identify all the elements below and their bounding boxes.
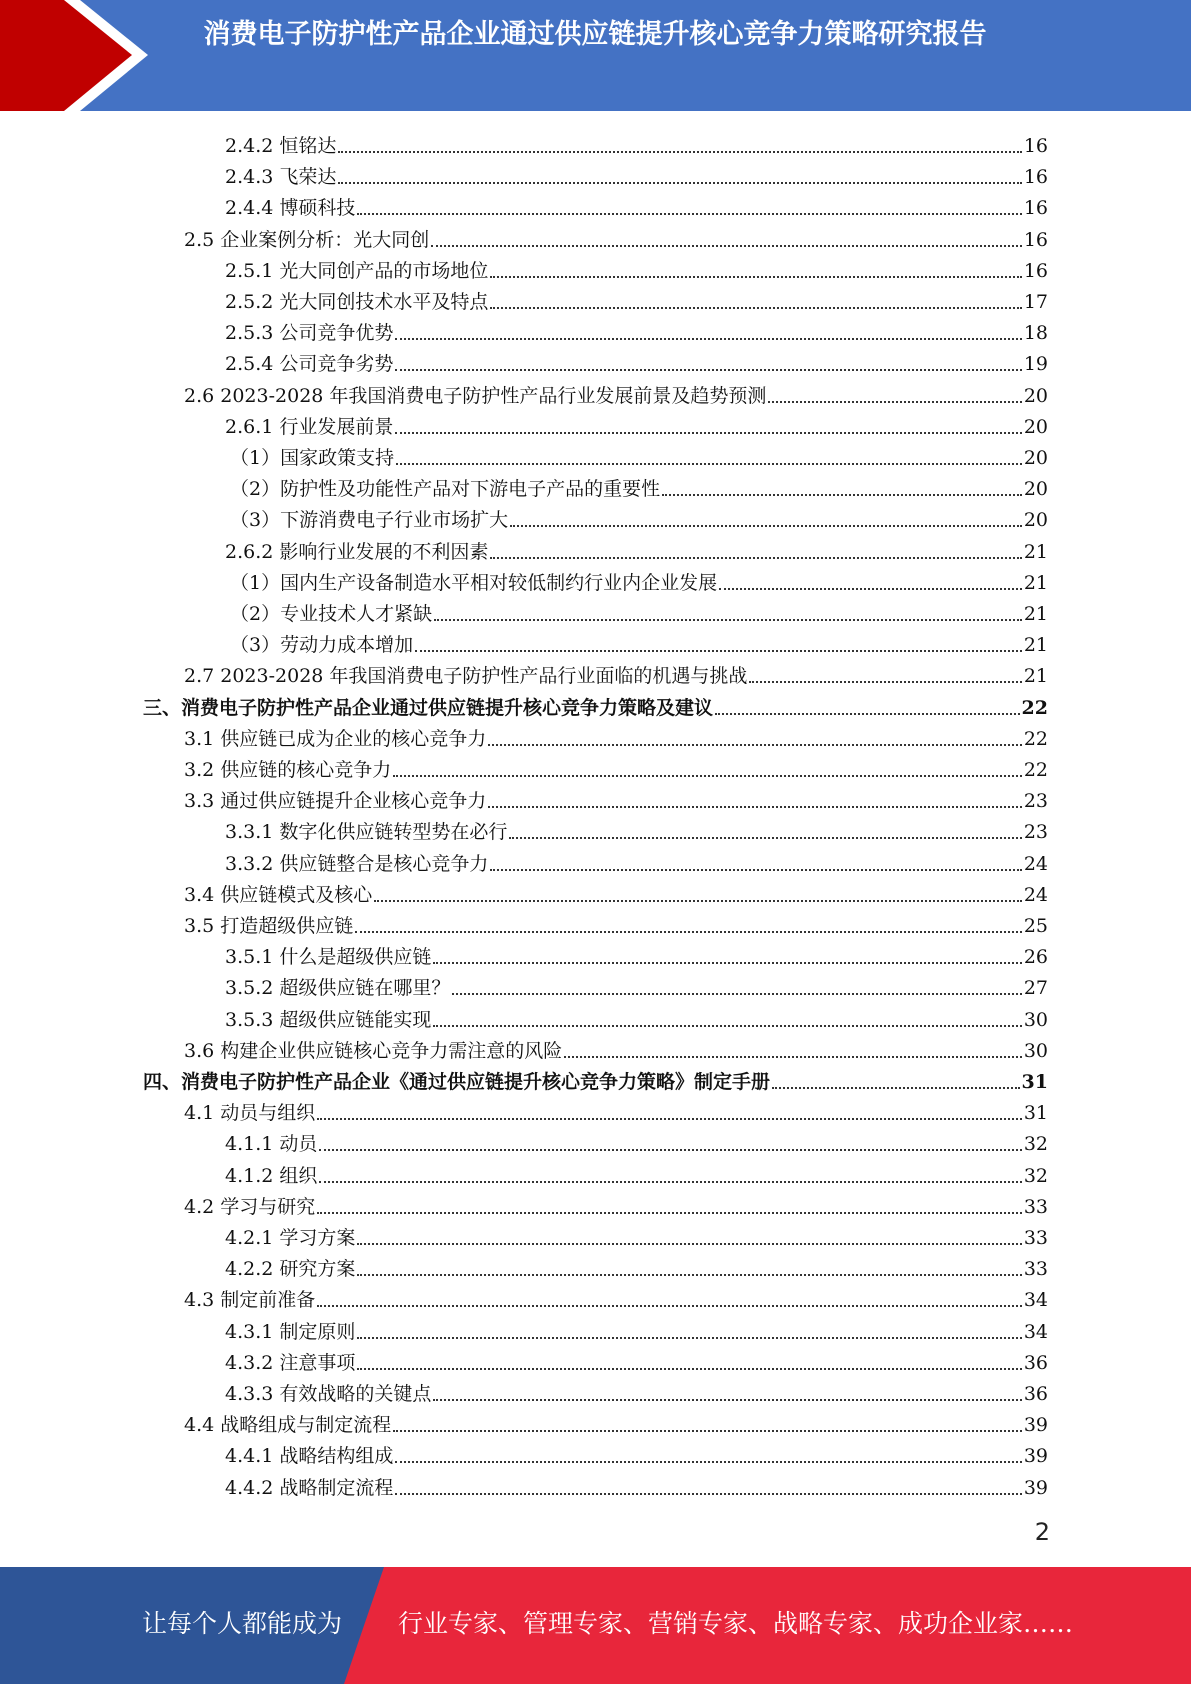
toc-entry-page: 34 bbox=[1023, 1320, 1048, 1343]
toc-entry-label: 2.6 2023-2028 年我国消费电子防护性产品行业发展前景及趋势预测 bbox=[184, 384, 767, 407]
toc-entry-label: 2.5.2 光大同创技术水平及特点 bbox=[225, 291, 489, 313]
toc-entry-page: 16 bbox=[1023, 197, 1048, 220]
toc-dot-leader bbox=[319, 1181, 1021, 1183]
toc-entry-page: 26 bbox=[1023, 946, 1048, 969]
toc-entry-label: 4.3.1 制定原则 bbox=[225, 1320, 356, 1343]
toc-dot-leader bbox=[319, 1149, 1021, 1151]
toc-entry-page: 33 bbox=[1023, 1195, 1048, 1218]
toc-entry-page: 21 bbox=[1023, 634, 1048, 657]
toc-entry[interactable] bbox=[225, 1344, 1048, 1375]
toc-dot-leader bbox=[338, 151, 1021, 153]
toc-entry-label: 4.4 战略组成与制定流程 bbox=[184, 1414, 392, 1437]
toc-dot-leader bbox=[715, 713, 1020, 715]
toc-entry-label: 4.2 学习与研究 bbox=[184, 1195, 316, 1218]
toc-dot-leader bbox=[490, 557, 1021, 559]
toc-dot-leader bbox=[415, 650, 1022, 652]
toc-entry[interactable] bbox=[225, 533, 1048, 564]
toc-entry-page: 18 bbox=[1023, 322, 1048, 345]
toc-entry-label: 4.3.2 注意事项 bbox=[225, 1351, 356, 1374]
toc-dot-leader bbox=[490, 276, 1021, 278]
toc-dot-leader bbox=[488, 744, 1022, 746]
toc-entry-label: 3.5.2 超级供应链在哪里？ bbox=[225, 977, 451, 1000]
toc-entry-label: 3.2 供应链的核心竞争力 bbox=[184, 759, 392, 781]
toc-entry[interactable] bbox=[184, 1188, 1048, 1219]
toc-entry-label: （3）劳动力成本增加 bbox=[230, 634, 414, 657]
toc-entry-label: （1）国家政策支持 bbox=[230, 447, 395, 469]
toc-dot-leader bbox=[317, 1118, 1022, 1120]
toc-entry-label: （2）防护性及功能性产品对下游电子产品的重要性 bbox=[230, 478, 661, 501]
toc-entry[interactable] bbox=[225, 252, 1048, 283]
toc-entry[interactable] bbox=[230, 439, 1048, 470]
toc-dot-leader bbox=[395, 369, 1021, 371]
toc-dot-leader bbox=[374, 900, 1022, 902]
toc-dot-leader bbox=[719, 588, 1022, 590]
toc-dot-leader bbox=[357, 1337, 1021, 1339]
toc-entry-label: 2.4.4 博硕科技 bbox=[225, 197, 356, 220]
toc-entry-label: 四、消费电子防护性产品企业《通过供应链提升核心竞争力策略》制定手册 bbox=[143, 1071, 771, 1093]
toc-entry[interactable] bbox=[225, 158, 1048, 189]
toc-dot-leader bbox=[395, 1493, 1021, 1495]
toc-entry-page: 16 bbox=[1023, 228, 1048, 251]
toc-entry[interactable] bbox=[225, 813, 1048, 844]
toc-dot-leader bbox=[772, 1087, 1020, 1089]
toc-dot-leader bbox=[357, 1274, 1021, 1276]
toc-dot-leader bbox=[431, 245, 1022, 247]
toc-entry-label: 2.6.1 行业发展前景 bbox=[225, 415, 394, 438]
toc-entry[interactable] bbox=[230, 501, 1048, 532]
toc-entry-page: 23 bbox=[1023, 790, 1048, 813]
toc-entry[interactable] bbox=[225, 1437, 1048, 1468]
toc-entry-page: 27 bbox=[1023, 977, 1048, 1000]
toc-entry[interactable] bbox=[225, 345, 1048, 376]
page-number: 2 bbox=[1034, 1518, 1050, 1546]
toc-entry[interactable] bbox=[184, 907, 1048, 938]
toc-entry-label: 2.7 2023-2028 年我国消费电子防护性产品行业面临的机遇与挑战 bbox=[184, 665, 748, 688]
toc-entry-label: 2.5.4 公司竞争劣势 bbox=[225, 353, 394, 376]
toc-entry-page: 32 bbox=[1023, 1164, 1048, 1187]
toc-entry-page: 39 bbox=[1023, 1414, 1048, 1437]
toc-entry-label: 4.2.2 研究方案 bbox=[225, 1258, 356, 1281]
toc-entry-page: 21 bbox=[1023, 540, 1048, 563]
toc-entry[interactable] bbox=[225, 1157, 1048, 1188]
header-arrow-decoration bbox=[0, 0, 160, 111]
toc-entry-page: 16 bbox=[1023, 166, 1048, 189]
toc-entry[interactable] bbox=[143, 1063, 1048, 1094]
toc-entry-page: 33 bbox=[1023, 1258, 1048, 1281]
toc-entry-page: 36 bbox=[1023, 1383, 1048, 1405]
toc-entry-page: 33 bbox=[1023, 1227, 1048, 1249]
report-title: 消费电子防护性产品企业通过供应链提升核心竞争力策略研究报告 bbox=[203, 19, 987, 50]
toc-entry[interactable] bbox=[225, 938, 1048, 969]
toc-dot-leader bbox=[488, 806, 1022, 808]
toc-dot-leader bbox=[452, 993, 1021, 995]
toc-entry-label: 4.3 制定前准备 bbox=[184, 1289, 316, 1312]
toc-dot-leader bbox=[490, 869, 1021, 871]
toc-entry-page: 20 bbox=[1023, 509, 1048, 532]
toc-entry-page: 21 bbox=[1023, 603, 1048, 625]
toc-entry-label: 2.6.2 影响行业发展的不利因素 bbox=[225, 540, 489, 563]
footer-slogan-right: 行业专家、管理专家、营销专家、战略专家、成功企业家…… bbox=[398, 1609, 1074, 1638]
toc-entry[interactable] bbox=[184, 876, 1048, 907]
toc-entry-page: 21 bbox=[1023, 665, 1048, 688]
toc-entry-page: 20 bbox=[1023, 384, 1048, 407]
toc-entry-page: 39 bbox=[1023, 1476, 1048, 1499]
toc-dot-leader bbox=[357, 1368, 1021, 1370]
page-footer bbox=[0, 1567, 1191, 1684]
toc-dot-leader bbox=[510, 525, 1022, 527]
toc-dot-leader bbox=[317, 1212, 1022, 1214]
toc-entry-label: 3.3.2 供应链整合是核心竞争力 bbox=[225, 852, 489, 875]
toc-entry[interactable] bbox=[225, 408, 1048, 439]
toc-entry-label: 4.4.2 战略制定流程 bbox=[225, 1476, 394, 1499]
toc-entry-label: 3.1 供应链已成为企业的核心竞争力 bbox=[184, 727, 487, 750]
toc-entry-page: 39 bbox=[1023, 1445, 1048, 1468]
toc-dot-leader bbox=[395, 1461, 1021, 1463]
toc-entry-label: 4.1 动员与组织 bbox=[184, 1102, 316, 1125]
toc-entry-page: 16 bbox=[1023, 135, 1048, 157]
toc-entry-page: 23 bbox=[1023, 821, 1048, 844]
toc-dot-leader bbox=[395, 432, 1021, 434]
toc-entry-page: 25 bbox=[1023, 915, 1048, 937]
toc-dot-leader bbox=[396, 463, 1022, 465]
toc-entry[interactable] bbox=[184, 377, 1048, 408]
toc-entry-page: 36 bbox=[1023, 1351, 1048, 1374]
toc-entry[interactable] bbox=[225, 1250, 1048, 1281]
toc-entry-label: 三、消费电子防护性产品企业通过供应链提升核心竞争力策略及建议 bbox=[143, 696, 714, 719]
toc-entry[interactable] bbox=[225, 189, 1048, 220]
toc-entry-page: 20 bbox=[1023, 415, 1048, 438]
toc-entry-page: 22 bbox=[1021, 696, 1048, 719]
toc-entry[interactable] bbox=[225, 845, 1048, 876]
toc-dot-leader bbox=[355, 931, 1022, 933]
page-header bbox=[0, 0, 1191, 111]
toc-dot-leader bbox=[338, 182, 1021, 184]
toc-dot-leader bbox=[357, 1243, 1021, 1245]
toc-entry[interactable] bbox=[184, 751, 1048, 782]
toc-dot-leader bbox=[490, 307, 1021, 309]
toc-entry-page: 24 bbox=[1023, 883, 1048, 906]
toc-dot-leader bbox=[509, 837, 1021, 839]
toc-entry-label: 3.5.1 什么是超级供应链 bbox=[225, 946, 432, 969]
toc-entry-label: 3.5.3 超级供应链能实现 bbox=[225, 1008, 432, 1031]
toc-entry-label: 3.4 供应链模式及核心 bbox=[184, 883, 373, 906]
toc-entry-page: 31 bbox=[1021, 1071, 1048, 1093]
toc-dot-leader bbox=[393, 775, 1022, 777]
toc-entry-label: 4.2.1 学习方案 bbox=[225, 1227, 356, 1249]
toc-entry[interactable] bbox=[184, 1281, 1048, 1312]
toc-dot-leader bbox=[662, 494, 1022, 496]
toc-entry-label: 2.5 企业案例分析：光大同创 bbox=[184, 228, 430, 251]
toc-entry-page: 24 bbox=[1023, 852, 1048, 875]
toc-entry[interactable] bbox=[184, 720, 1048, 751]
toc-entry-page: 19 bbox=[1023, 353, 1048, 376]
toc-entry-label: 3.6 构建企业供应链核心竞争力需注意的风险 bbox=[184, 1039, 563, 1062]
toc-entry[interactable] bbox=[184, 221, 1048, 252]
toc-entry-label: 4.1.1 动员 bbox=[225, 1133, 318, 1156]
toc-entry[interactable] bbox=[230, 470, 1048, 501]
toc-entry-label: 4.1.2 组织 bbox=[225, 1164, 318, 1187]
toc-entry[interactable] bbox=[184, 1032, 1048, 1063]
toc-entry-label: 3.5 打造超级供应链 bbox=[184, 915, 354, 937]
toc-entry-page: 22 bbox=[1023, 759, 1048, 781]
toc-entry-label: （2）专业技术人才紧缺 bbox=[230, 603, 433, 625]
toc-entry[interactable] bbox=[225, 1469, 1048, 1500]
toc-entry[interactable] bbox=[230, 564, 1048, 595]
toc-dot-leader bbox=[749, 681, 1021, 683]
footer-slogan-left: 让每个人都能成为 bbox=[142, 1609, 343, 1638]
toc-entry-page: 30 bbox=[1023, 1008, 1048, 1031]
toc-entry[interactable] bbox=[225, 1375, 1048, 1406]
toc-entry-label: （3）下游消费电子行业市场扩大 bbox=[230, 509, 509, 532]
toc-entry-page: 30 bbox=[1023, 1039, 1048, 1062]
toc-entry[interactable] bbox=[225, 283, 1048, 314]
toc-entry-label: 4.4.1 战略结构组成 bbox=[225, 1445, 394, 1468]
toc-dot-leader bbox=[433, 1025, 1021, 1027]
toc-entry-page: 31 bbox=[1023, 1102, 1048, 1125]
toc-entry-page: 22 bbox=[1023, 727, 1048, 750]
toc-entry-page: 21 bbox=[1023, 571, 1048, 594]
toc-dot-leader bbox=[393, 1430, 1022, 1432]
toc-entry-label: 2.5.3 公司竞争优势 bbox=[225, 322, 394, 345]
toc-dot-leader bbox=[317, 1305, 1022, 1307]
toc-entry[interactable] bbox=[143, 689, 1048, 720]
toc-entry-label: 3.3.1 数字化供应链转型势在必行 bbox=[225, 821, 508, 844]
toc-entry[interactable] bbox=[184, 657, 1048, 688]
toc-dot-leader bbox=[433, 962, 1021, 964]
toc-entry[interactable] bbox=[225, 127, 1048, 158]
toc-entry-label: 4.3.3 有效战略的关键点 bbox=[225, 1383, 432, 1405]
toc-entry-page: 34 bbox=[1023, 1289, 1048, 1312]
toc-dot-leader bbox=[434, 619, 1022, 621]
toc-entry[interactable] bbox=[184, 1094, 1048, 1125]
toc-entry[interactable] bbox=[225, 1313, 1048, 1344]
toc-entry-page: 32 bbox=[1023, 1133, 1048, 1156]
toc-entry-page: 16 bbox=[1023, 259, 1048, 282]
toc-dot-leader bbox=[433, 1399, 1021, 1401]
toc-entry-label: 2.5.1 光大同创产品的市场地位 bbox=[225, 259, 489, 282]
toc-entry-page: 20 bbox=[1023, 478, 1048, 501]
toc-entry[interactable] bbox=[225, 1219, 1048, 1250]
toc-entry[interactable] bbox=[225, 1001, 1048, 1032]
toc-entry-label: 2.4.3 飞荣达 bbox=[225, 166, 337, 189]
toc-entry[interactable] bbox=[225, 969, 1048, 1000]
toc-entry[interactable] bbox=[225, 314, 1048, 345]
toc-entry[interactable] bbox=[230, 595, 1048, 626]
toc-dot-leader bbox=[564, 1056, 1022, 1058]
toc-entry-page: 20 bbox=[1023, 447, 1048, 469]
toc-entry-label: 3.3 通过供应链提升企业核心竞争力 bbox=[184, 790, 487, 813]
toc-entry[interactable] bbox=[225, 1125, 1048, 1156]
toc-entry[interactable] bbox=[230, 626, 1048, 657]
toc-dot-leader bbox=[357, 213, 1021, 215]
toc-entry-label: （1）国内生产设备制造水平相对较低制约行业内企业发展 bbox=[230, 571, 718, 594]
toc-dot-leader bbox=[768, 401, 1021, 403]
toc-entry-label: 2.4.2 恒铭达 bbox=[225, 135, 337, 157]
toc-entry-page: 17 bbox=[1023, 291, 1048, 313]
toc-entry[interactable] bbox=[184, 1406, 1048, 1437]
toc-dot-leader bbox=[395, 338, 1021, 340]
toc-entry[interactable] bbox=[184, 782, 1048, 813]
